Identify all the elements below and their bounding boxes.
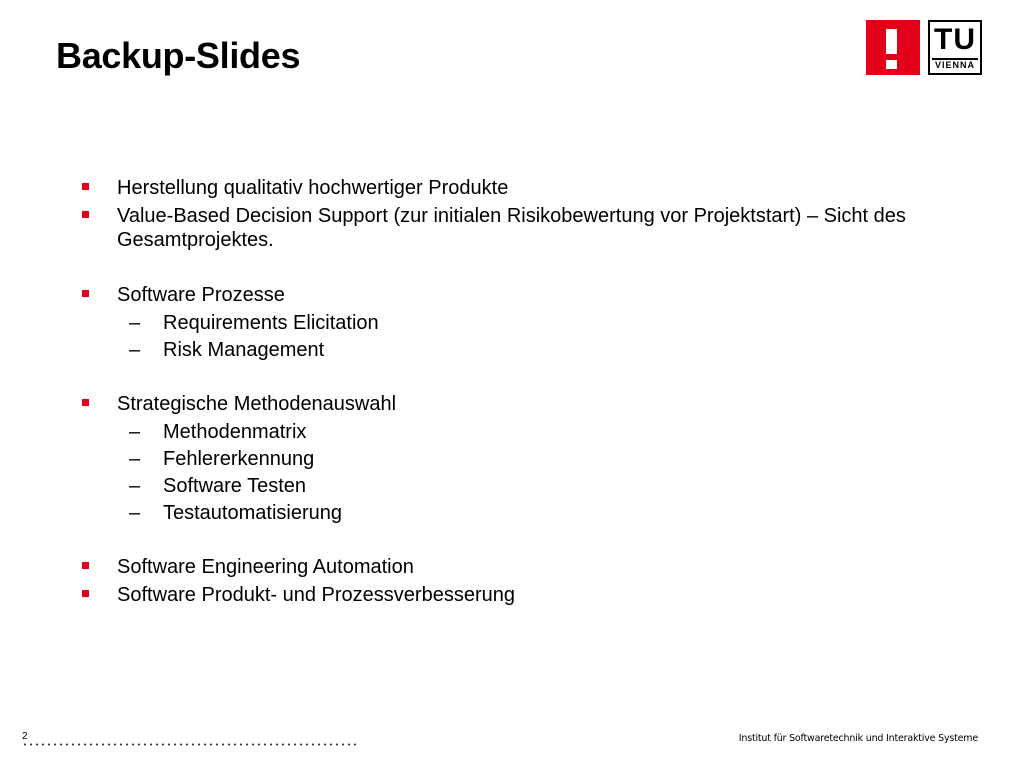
slide-title: Backup-Slides: [56, 35, 301, 76]
list-item: [80, 555, 980, 579]
sub-list-item-text: Risk Management: [163, 339, 325, 361]
sub-list-item: [80, 311, 980, 335]
list-item-text: Herstellung qualitativ hochwertiger Produkte: [117, 177, 509, 199]
list-item-text: Strategische Methodenauswahl: [117, 393, 397, 415]
dash-bullet: –: [129, 448, 141, 470]
sub-list-item-text: Software Testen: [163, 475, 307, 497]
dash-bullet: –: [129, 312, 141, 334]
dash-bullet: –: [129, 502, 141, 524]
sub-list-item: [80, 501, 980, 525]
sub-list-item-text: Requirements Elicitation: [163, 312, 379, 334]
sub-list-item: [80, 338, 980, 362]
sub-list-item-text: Testautomatisierung: [163, 502, 342, 524]
red-square-bullet-icon: [82, 211, 89, 218]
institute-footer: Institut für Softwaretechnik und Interaktive Systeme: [738, 733, 978, 744]
logo-tu-text: TU: [934, 23, 976, 56]
page-number: 2: [22, 731, 28, 742]
sub-list-item: [80, 474, 980, 498]
sub-list-item-text: Fehlererkennung: [163, 448, 315, 470]
tu-logo-box: [928, 20, 982, 75]
dotted-divider: [22, 743, 358, 746]
list-item-text: Software Engineering Automation: [117, 556, 414, 578]
red-square-bullet-icon: [82, 590, 89, 597]
bullet-list: [80, 176, 980, 611]
sub-list-item: [80, 420, 980, 444]
list-item-text: Software Produkt- und Prozessverbesserung: [117, 584, 515, 606]
red-square-bullet-icon: [82, 399, 89, 406]
dash-bullet: –: [129, 421, 141, 443]
red-square-bullet-icon: [82, 290, 89, 297]
dash-bullet: –: [129, 475, 141, 497]
list-item: [80, 204, 980, 252]
dash-bullet: –: [129, 339, 141, 361]
list-item: [80, 583, 980, 607]
logo-vienna-text: VIENNA: [934, 60, 975, 70]
exclamation-logo-icon: [866, 20, 920, 75]
list-item-text: Software Prozesse: [117, 284, 285, 306]
list-item-text: Value-Based Decision Support (zur initialen Risikobewertung vor Projektstart) – Sicht des Gesamtprojektes.: [117, 205, 906, 251]
tu-vienna-logo: [866, 20, 982, 75]
red-square-bullet-icon: [82, 562, 89, 569]
list-item: [80, 283, 980, 307]
sub-list-item: [80, 447, 980, 471]
list-item: [80, 392, 980, 416]
sub-list-item-text: Methodenmatrix: [163, 421, 307, 443]
list-item: [80, 176, 980, 200]
red-square-bullet-icon: [82, 183, 89, 190]
